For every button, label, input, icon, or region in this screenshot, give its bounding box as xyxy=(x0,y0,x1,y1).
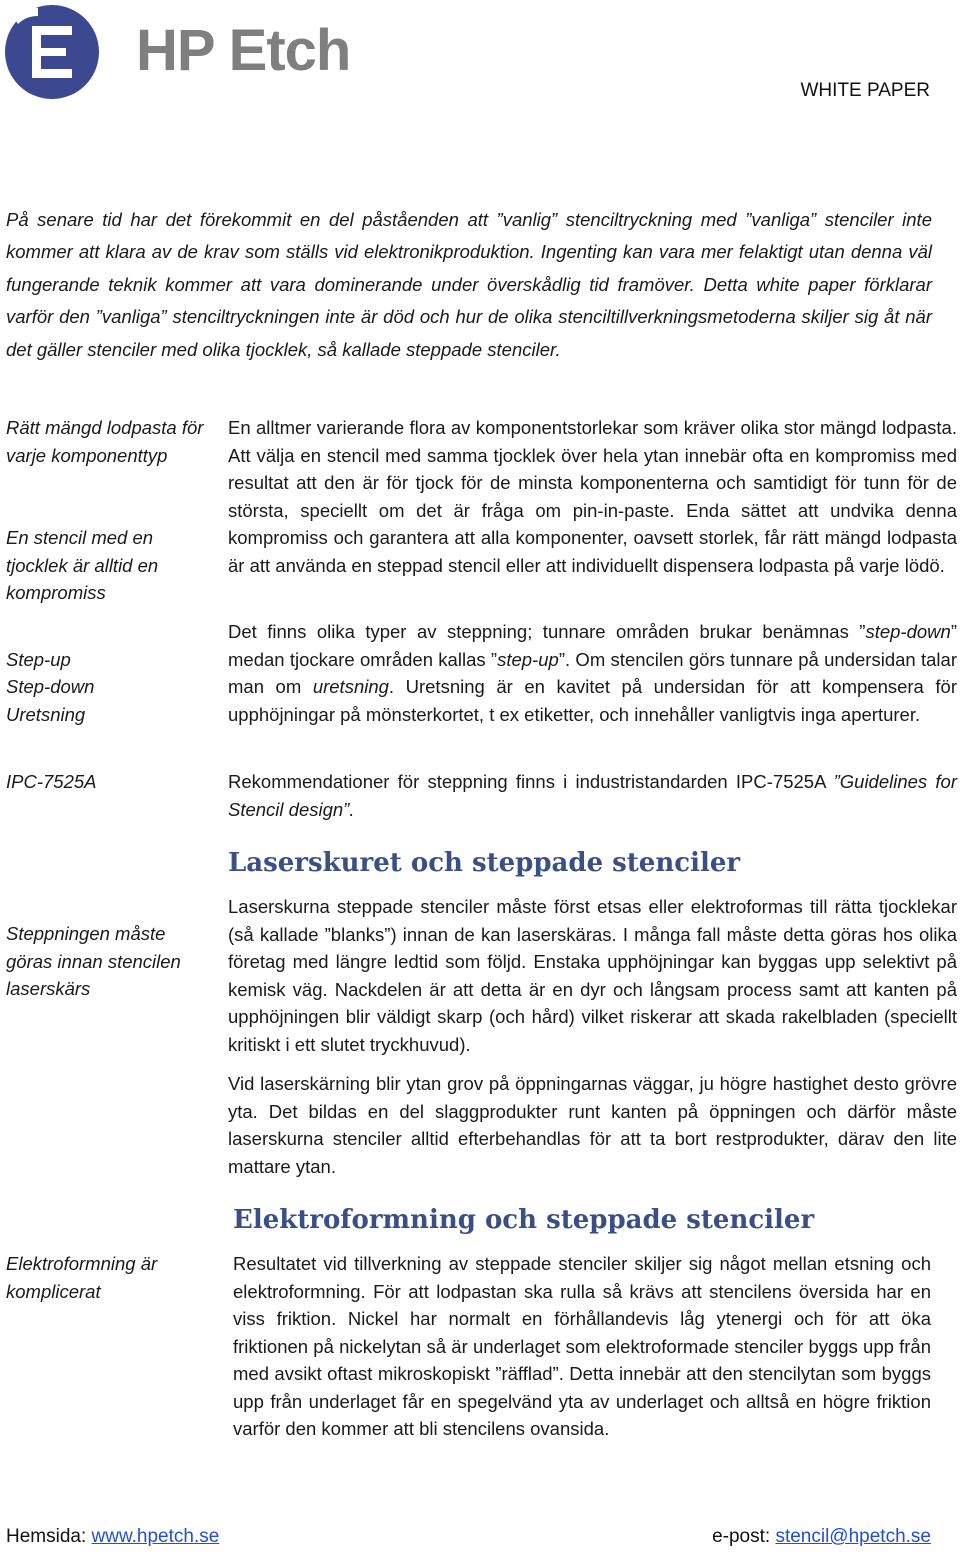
intro-paragraph: På senare tid har det förekommit en del påståenden att ”vanlig” stenciltryckning med ”vanliga” stenciler inte kommer att klara av de krav som ställs vid elektronikproduktion. Ingenting kan vara mer felaktigt utan denna väl fungerande teknik kommer att vara dominerande under överskådlig tid framöver. Detta white paper förklarar varför den ”vanliga” stenciltryckningen inte är död och hur de olika stenciltillverkningsmetoderna skiljer sig åt när det gäller stenciler med olika tjocklek, så kallade steppade stenciler. xyxy=(6,209,932,360)
paragraph-ipc-recommendation: Rekommendationer för steppning finns i industristandarden IPC-7525A ”Guidelines for Stencil design”. xyxy=(228,771,957,820)
sidebar-note-paste-amount: Rätt mängd lodpasta för varje komponenttyp xyxy=(6,417,204,466)
sidebar-note-compromise: En stencil med en tjocklek är alltid en kompromiss xyxy=(6,527,159,603)
heading-laser: Laserskuret och steppade stenciler xyxy=(228,848,741,878)
footer-homepage: Hemsida: www.hpetch.se xyxy=(6,1526,220,1547)
paragraph-step-types: Det finns olika typer av steppning; tunnare områden brukar benämnas ”step-down” medan tjockare områden kallas ”step-up”. Om stencilen görs tunnare på undersidan talar man om uretsning. Uretsning är en kavitet på undersidan för att kompensera för upphöjningar på mönsterkortet, t ex etiketter, och innehåller vanligtvis inga aperturer. xyxy=(228,621,957,725)
footer-email: e-post: stencil@hpetch.se xyxy=(712,1526,931,1547)
paragraph-component-sizes: En alltmer varierande flora av komponentstorlekar som kräver olika stor mängd lodpasta. Att välja en stencil med samma tjocklek över hela ytan innebär ofta en kompromiss med resultat att den är för tjock för de minsta komponenterna och samtidigt för tunn för de största, speciellt om det är fråga om pin-in-paste. Enda sättet att undvika denna kompromiss och garantera att alla komponenter, oavsett storlek, får rätt mängd lodpasta är att använda en steppad stencil eller att individuellt dispensera lodpasta på varje lödö. xyxy=(228,417,957,576)
sidebar-note-laser-order: Steppningen måste göras innan stencilen laserskärs xyxy=(6,923,181,999)
heading-electroforming: Elektroformning och steppade stenciler xyxy=(233,1205,815,1235)
document-type: WHITE PAPER xyxy=(800,80,930,101)
email-link[interactable]: stencil@hpetch.se xyxy=(775,1526,931,1547)
sidebar-note-step-up: Step-up xyxy=(6,649,71,670)
paragraph-laser-stepped: Laserskurna steppade stenciler måste först etsas eller elektroformas till rätta tjocklekar (så kallade ”blanks”) innan de kan laserskäras. I många fall måste detta göras hos olika företag med längre ledtid som följd. Enstaka upphöjningar kan byggas upp selektivt på kemisk väg. Nackdelen är att detta är en dyr och långsam process samt att kanten på upphöjningen blir väldigt skarp (och hård) vilket riskerar att skada rakelbladen (speciellt kritiskt i ett slutet tryckhuvud). xyxy=(228,896,957,1055)
sidebar-note-ipc: IPC-7525A xyxy=(6,771,97,792)
hp-etch-logo-icon xyxy=(4,4,100,100)
homepage-link[interactable]: www.hpetch.se xyxy=(91,1526,220,1547)
brand-name: HP Etch xyxy=(136,18,351,83)
paragraph-laser-surface: Vid laserskärning blir ytan grov på öppningarnas väggar, ju högre hastighet desto grövre yta. Det bildas en del slaggprodukter runt kanten på öppningen och därför måste laserskurna stenciler alltid efterbehandlas för att ta bort restprodukter, därav den lite mattare ytan. xyxy=(228,1073,957,1177)
paragraph-electroforming: Resultatet vid tillverkning av steppade stenciler skiljer sig något mellan etsning och elektroformning. För att lodpastan ska rulla så krävs att stencilens översida har en viss friktion. Nickel har normalt en förhållandevis låg ytenergi och för att öka friktionen på nickelytan så är underlaget som elektroformade stenciler byggs upp från med avsikt oftast mikroskopiskt ”räfflad”. Detta innebär att den stencilytan som byggs upp från underlaget får en spegelvänd yta av underlaget och alltså en högre friktion varför den kommer att bli stencilens ovansida. xyxy=(233,1253,931,1439)
sidebar-note-uretsning: Uretsning xyxy=(6,704,86,725)
sidebar-note-electroforming: Elektroformning är komplicerat xyxy=(6,1253,158,1302)
sidebar-note-step-down: Step-down xyxy=(6,676,95,697)
